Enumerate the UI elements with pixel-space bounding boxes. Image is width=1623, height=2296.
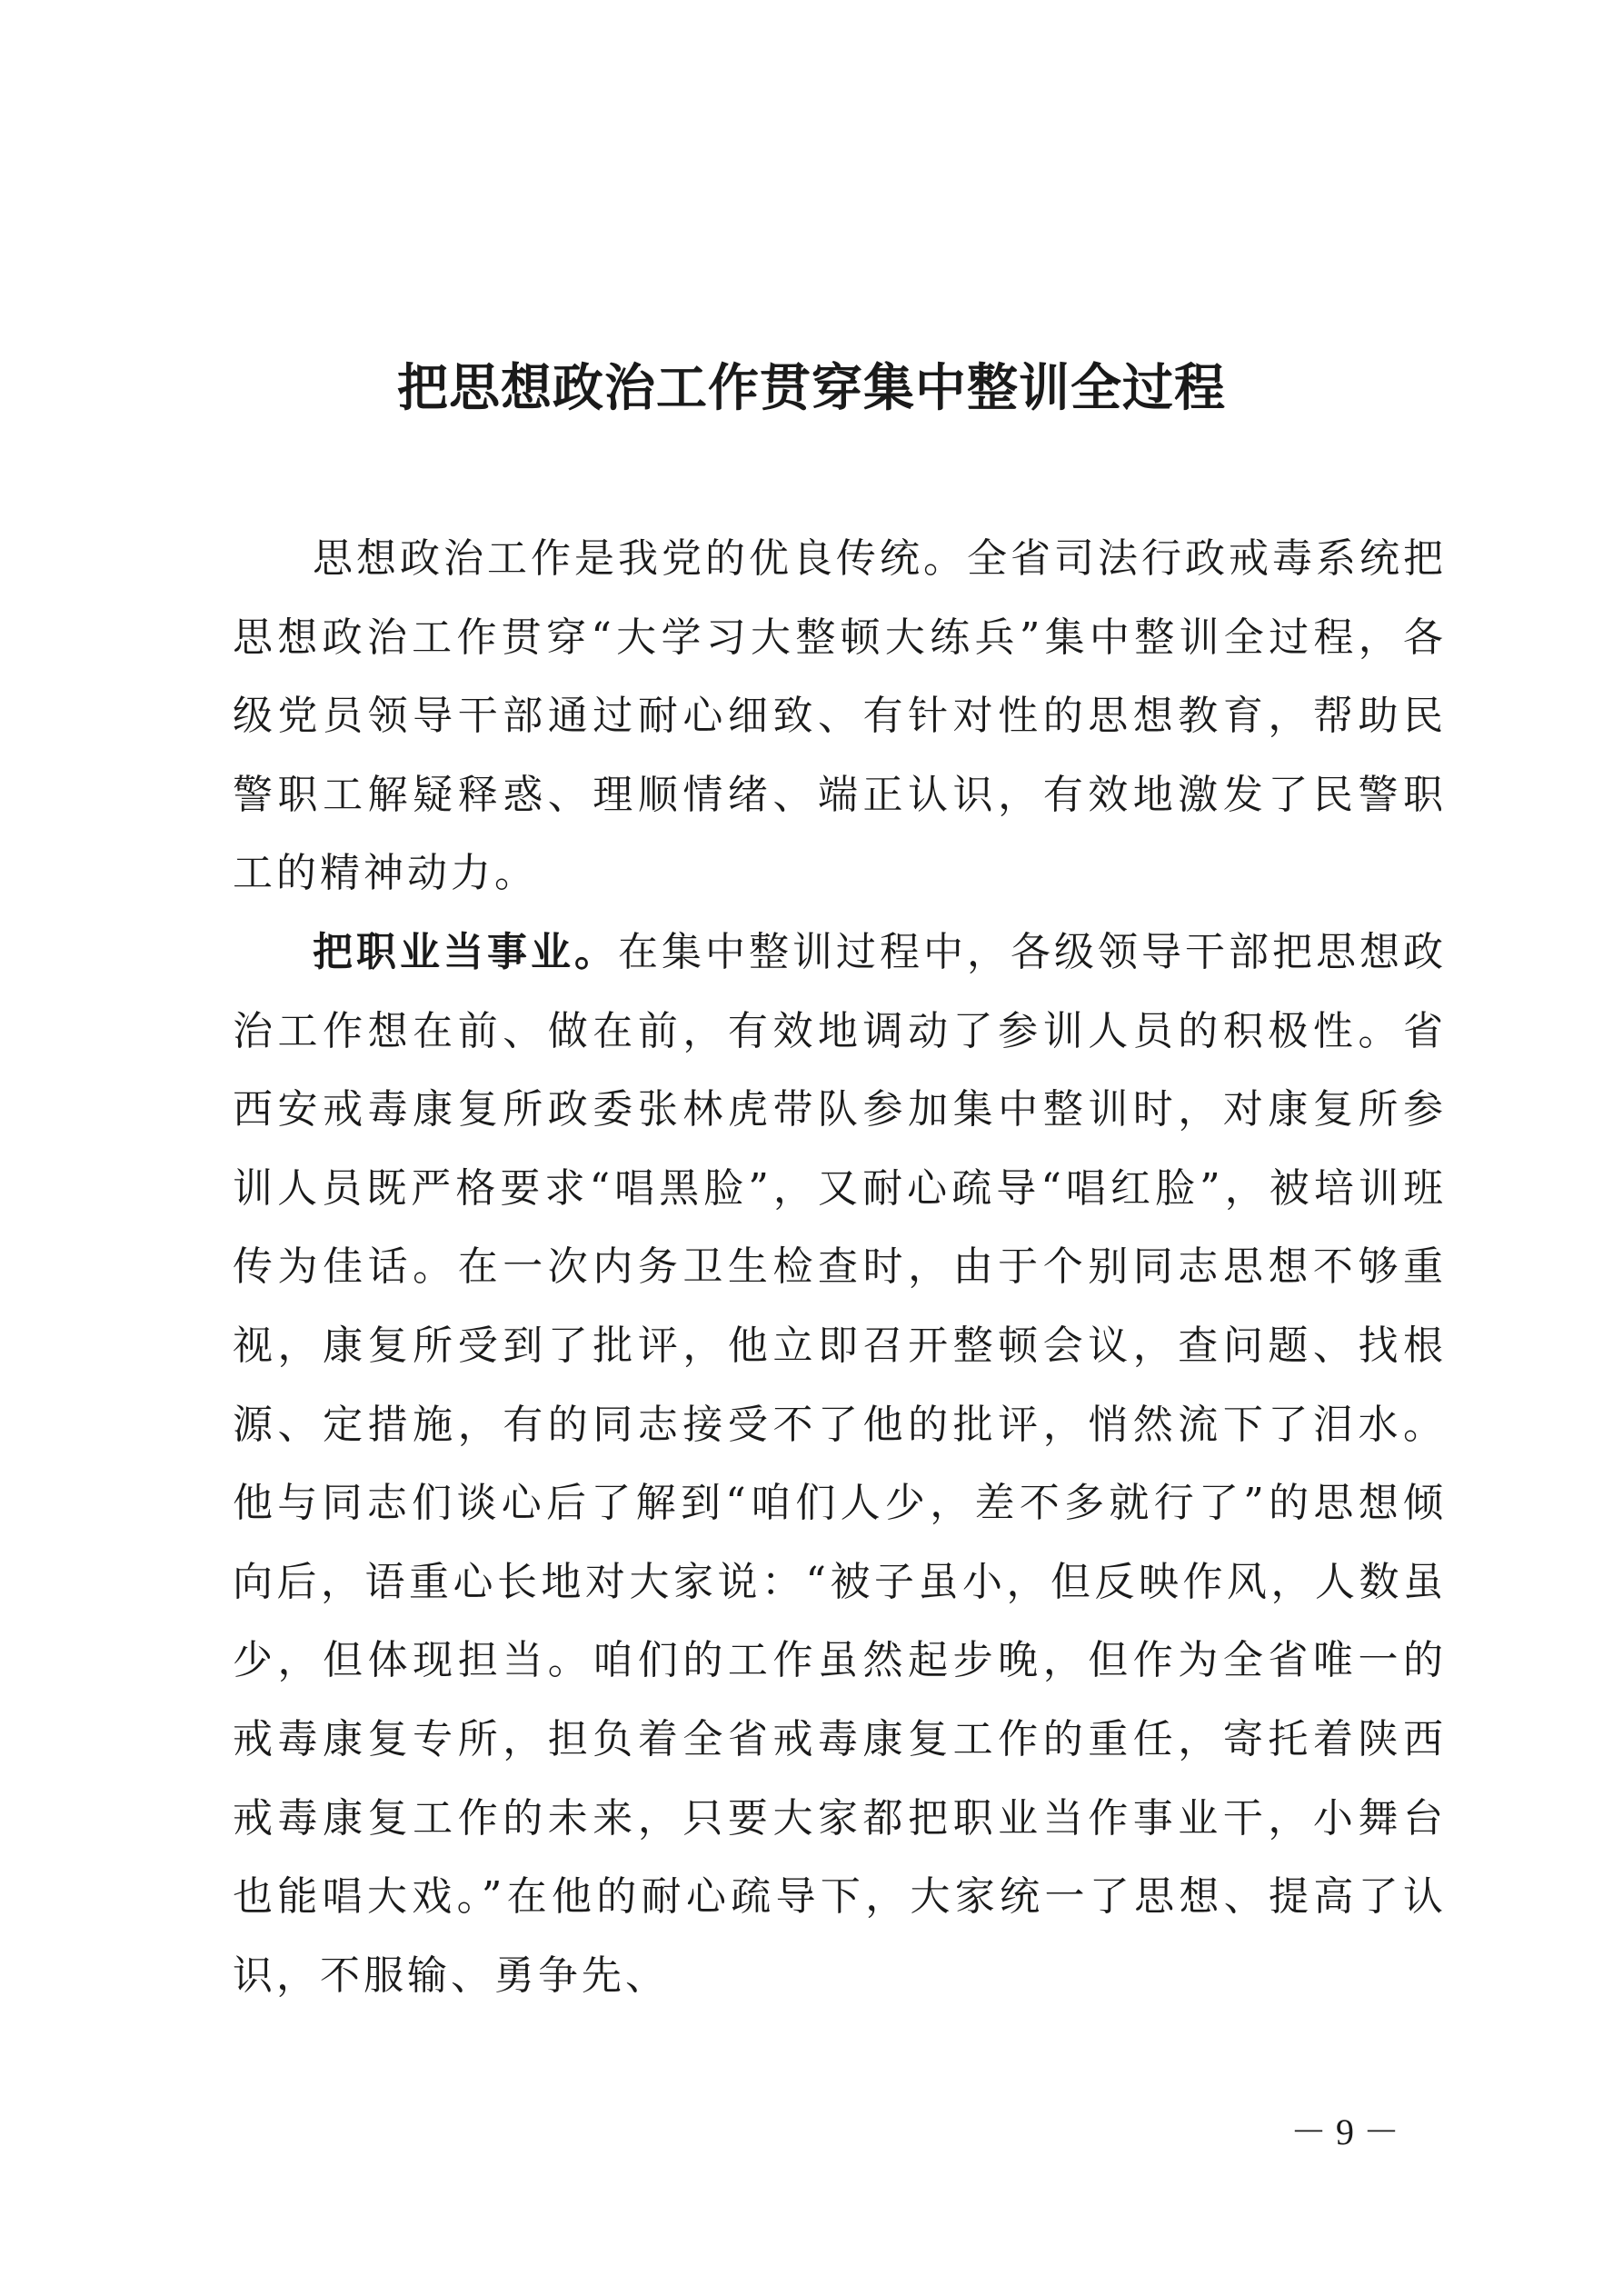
paragraph-text: 思想政治工作是我党的优良传统。全省司法行政戒毒系统把思想政治工作贯穿“大学习大整顿大练兵”集中整训全过程，各级党员领导干部通过耐心细致、有针对性的思想教育，帮助民警职工解疑释惑、理顺情绪、端正认识，有效地激发了民警职工的精神动力。 (233, 535, 1447, 897)
paragraph-text: 在集中整训过程中，各级领导干部把思想政治工作想在前、做在前，有效地调动了参训人员的积极性。省西安戒毒康复所政委张林虎带队参加集中整训时，对康复所参训人员既严格要求“唱黑脸”，又耐心疏导“唱红脸”，被培训班传为佳话。在一次内务卫生检查时，由于个别同志思想不够重视，康复所受到了批评，他立即召开整顿会议，查问题、找根源、定措施，有的同志接受不了他的批评，悄然流下了泪水。他与同志们谈心后了解到“咱们人少，差不多就行了”的思想倾向后，语重心长地对大家说：“被子虽小，但反映作风，人数虽少，但体现担当。咱们的工作虽然起步晚，但作为全省唯一的戒毒康复专所，担负着全省戒毒康复工作的重任，寄托着陕西戒毒康复工作的未来，只要大家都把职业当作事业干，小舞台也能唱大戏。”在他的耐心疏导下，大家统一了思想、提高了认识，不服输、勇争先、 (233, 928, 1447, 1999)
paragraph-lead-heading: 把职业当事业。 (313, 928, 618, 975)
paragraph-intro (233, 520, 1447, 913)
page-number: － 9 － (1290, 2111, 1399, 2152)
document-title: 把思想政治工作贯穿集中整训全过程 (397, 359, 1226, 418)
paragraph-career (233, 913, 1447, 2015)
document-body (233, 520, 1447, 2015)
